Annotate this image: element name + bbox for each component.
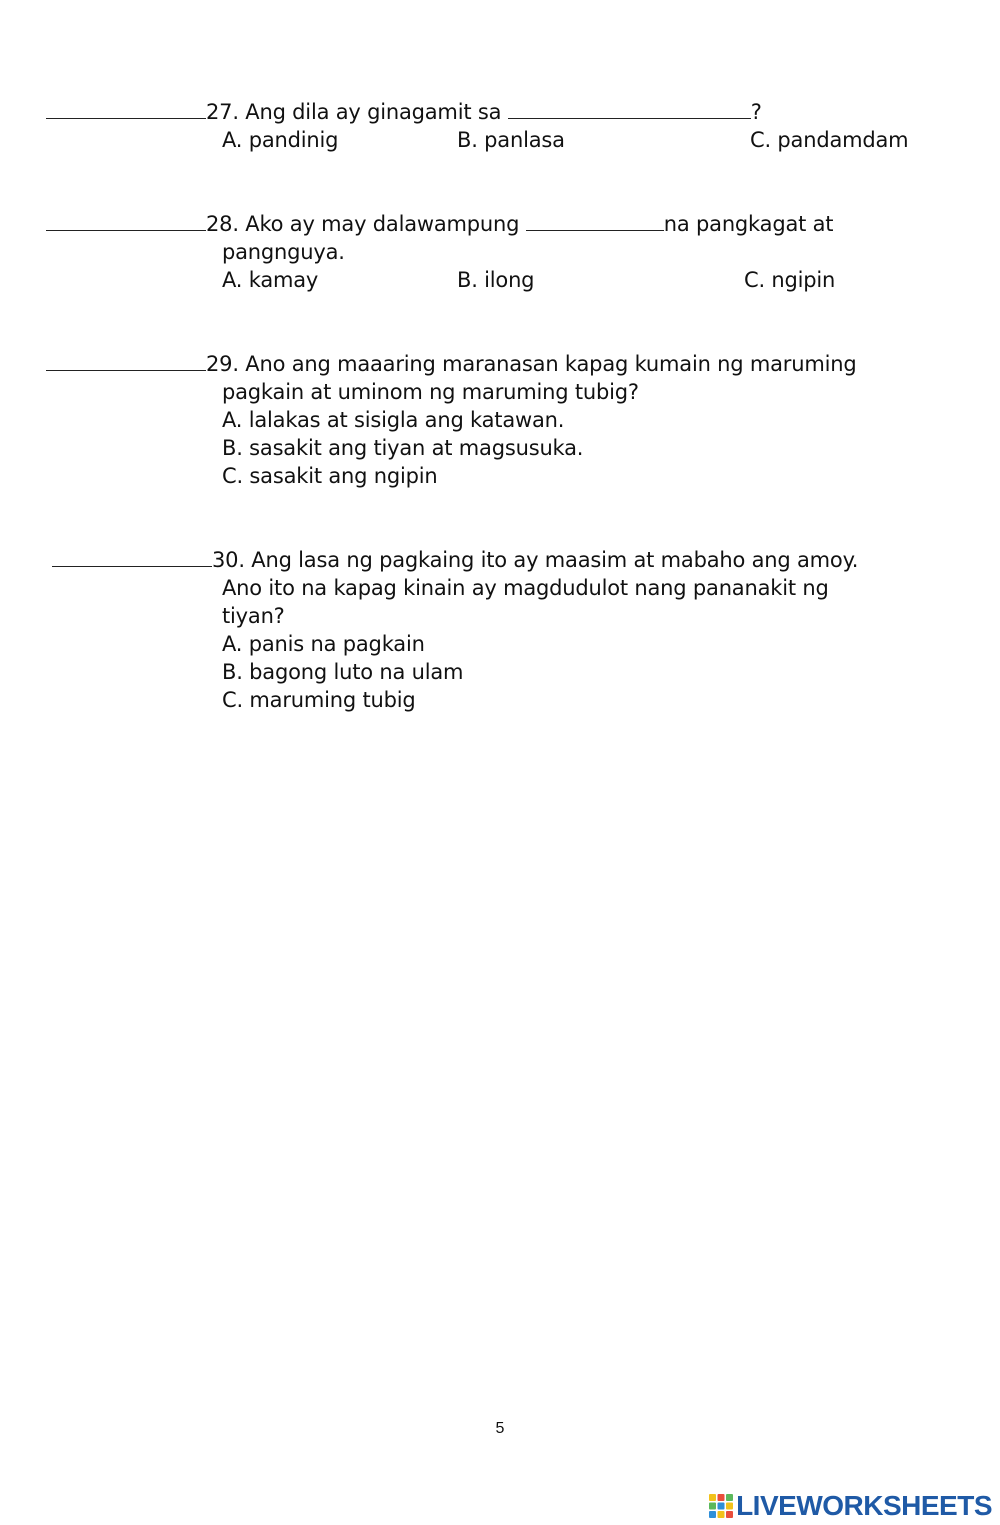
question-30-stem bbox=[52, 546, 858, 574]
question-27-option-c: C. pandamdam bbox=[750, 128, 909, 152]
question-27-option-b: B. panlasa bbox=[457, 128, 565, 152]
question-29-text: Ano ang maaaring maranasan kapag kumain ng maruming bbox=[245, 352, 857, 376]
question-29-option-a: A. lalakas at sisigla ang katawan. bbox=[222, 408, 565, 432]
answer-blank-30[interactable] bbox=[52, 547, 212, 567]
question-30-option-c: C. maruming tubig bbox=[222, 688, 416, 712]
liveworksheets-logo-icon bbox=[708, 1493, 734, 1519]
fill-blank-28 bbox=[526, 211, 664, 231]
liveworksheets-logo-text: LIVEWORKSHEETS bbox=[736, 1490, 992, 1521]
question-30-option-a: A. panis na pagkain bbox=[222, 632, 425, 656]
question-29-option-b: B. sasakit ang tiyan at magsusuka. bbox=[222, 436, 584, 460]
question-28-number: 28. bbox=[206, 212, 239, 236]
answer-blank-27[interactable] bbox=[46, 99, 206, 119]
question-27-text-end: ? bbox=[750, 100, 762, 124]
page-number: 5 bbox=[495, 1420, 505, 1437]
question-30-text-line3: tiyan? bbox=[222, 604, 285, 628]
question-30-option-b: B. bagong luto na ulam bbox=[222, 660, 464, 684]
question-29-text-line2: pagkain at uminom ng maruming tubig? bbox=[222, 380, 639, 404]
question-28-text: Ako ay may dalawampung bbox=[245, 212, 520, 236]
answer-blank-29[interactable] bbox=[46, 351, 206, 371]
question-28-option-c: C. ngipin bbox=[744, 268, 836, 292]
question-28-text-line2: pangnguya. bbox=[222, 240, 345, 264]
question-30-number: 30. bbox=[212, 548, 245, 572]
question-28-option-b: B. ilong bbox=[457, 268, 535, 292]
question-29-stem bbox=[46, 350, 856, 378]
question-27-number: 27. bbox=[206, 100, 239, 124]
fill-blank-27 bbox=[508, 99, 751, 119]
liveworksheets-logo bbox=[708, 1490, 992, 1522]
question-29-number: 29. bbox=[206, 352, 239, 376]
question-28-stem bbox=[46, 210, 833, 238]
question-27-stem bbox=[46, 98, 762, 126]
question-27-text: Ang dila ay ginagamit sa bbox=[245, 100, 502, 124]
question-28-option-a: A. kamay bbox=[222, 268, 319, 292]
question-30-text: Ang lasa ng pagkaing ito ay maasim at mabaho ang amoy. bbox=[251, 548, 859, 572]
question-30-text-line2: Ano ito na kapag kinain ay magdudulot nang pananakit ng bbox=[222, 576, 829, 600]
question-28-text-end: na pangkagat at bbox=[663, 212, 834, 236]
question-29-option-c: C. sasakit ang ngipin bbox=[222, 464, 438, 488]
answer-blank-28[interactable] bbox=[46, 211, 206, 231]
question-27-option-a: A. pandinig bbox=[222, 128, 339, 152]
